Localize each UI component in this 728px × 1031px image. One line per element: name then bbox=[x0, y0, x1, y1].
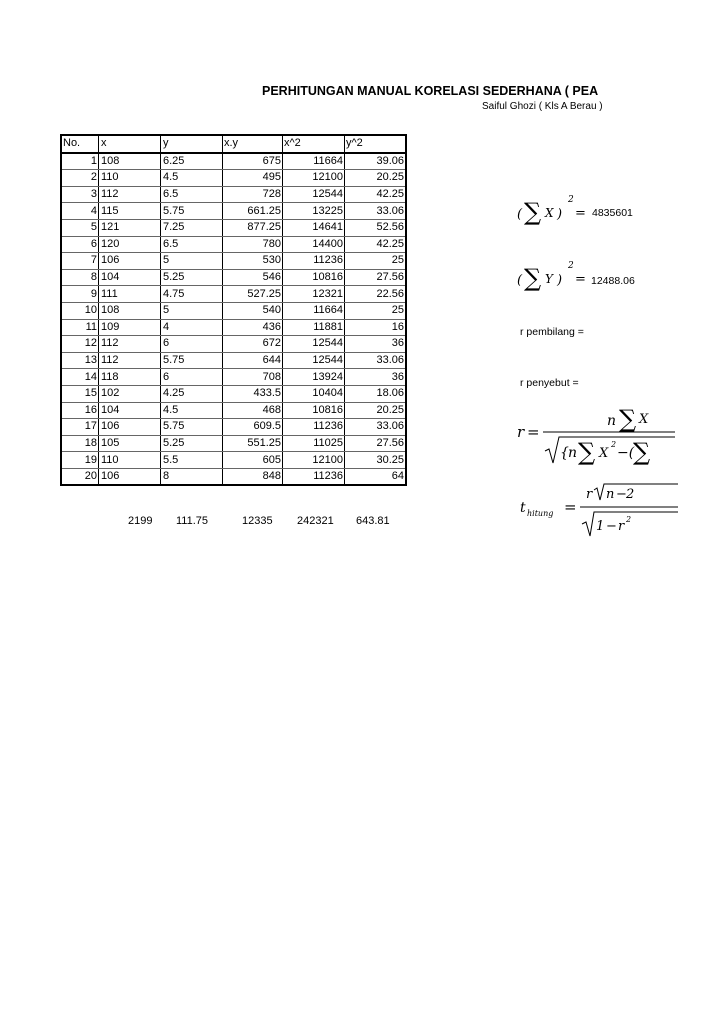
svg-text:n: n bbox=[568, 445, 578, 461]
row-y2: 18.06 bbox=[345, 385, 407, 402]
header-x2: x^2 bbox=[283, 135, 345, 153]
row-y: 5 bbox=[161, 302, 223, 319]
row-y: 6.5 bbox=[161, 236, 223, 253]
row-xy: 527.25 bbox=[223, 286, 283, 303]
svg-text:=: = bbox=[564, 498, 577, 516]
table-row bbox=[61, 402, 406, 419]
row-y: 5.75 bbox=[161, 419, 223, 436]
row-y2: 33.06 bbox=[345, 419, 407, 436]
row-y2: 20.25 bbox=[345, 402, 407, 419]
row-x2: 12321 bbox=[283, 286, 345, 303]
table-row bbox=[61, 369, 406, 386]
table-row bbox=[61, 170, 406, 187]
svg-text:): ) bbox=[557, 207, 563, 222]
svg-text:r: r bbox=[618, 519, 625, 534]
row-xy: 848 bbox=[223, 468, 283, 485]
row-no: 13 bbox=[61, 352, 99, 369]
row-xy: 780 bbox=[223, 236, 283, 253]
table-row bbox=[61, 236, 406, 253]
row-y: 6 bbox=[161, 369, 223, 386]
row-y: 6 bbox=[161, 336, 223, 353]
svg-text:∑: ∑ bbox=[578, 438, 596, 466]
data-table bbox=[60, 134, 407, 486]
table-row bbox=[61, 419, 406, 436]
row-y2: 27.56 bbox=[345, 269, 407, 286]
svg-text:∑: ∑ bbox=[633, 438, 651, 466]
row-no: 6 bbox=[61, 236, 99, 253]
svg-text:r: r bbox=[586, 487, 593, 502]
table-row bbox=[61, 219, 406, 236]
row-no: 7 bbox=[61, 253, 99, 270]
row-xy: 495 bbox=[223, 170, 283, 187]
correlation-r-formula bbox=[515, 405, 651, 473]
r-pembilang-label: r pembilang = bbox=[520, 326, 584, 338]
svg-text:−(: −( bbox=[617, 445, 635, 461]
row-x: 112 bbox=[99, 186, 161, 203]
row-x: 104 bbox=[99, 402, 161, 419]
row-no: 17 bbox=[61, 419, 99, 436]
row-y2: 25 bbox=[345, 253, 407, 270]
table-row bbox=[61, 203, 406, 220]
row-y2: 20.25 bbox=[345, 170, 407, 187]
row-xy: 605 bbox=[223, 452, 283, 469]
svg-text:(: ( bbox=[517, 207, 523, 222]
svg-text:∑: ∑ bbox=[619, 405, 637, 433]
sum-y-squared-value: 12488.06 bbox=[591, 275, 635, 287]
row-y2: 22.56 bbox=[345, 286, 407, 303]
row-x: 105 bbox=[99, 435, 161, 452]
table-row bbox=[61, 286, 406, 303]
sum-x-squared-value: 4835601 bbox=[592, 207, 633, 219]
row-y: 4.5 bbox=[161, 170, 223, 187]
row-x2: 11236 bbox=[283, 468, 345, 485]
t-hitung-symbol bbox=[518, 482, 678, 540]
row-no: 20 bbox=[61, 468, 99, 485]
svg-text:−: − bbox=[616, 487, 627, 502]
row-x2: 10816 bbox=[283, 402, 345, 419]
row-x: 120 bbox=[99, 236, 161, 253]
row-y: 4.75 bbox=[161, 286, 223, 303]
header-y: y bbox=[161, 135, 223, 153]
table-row bbox=[61, 186, 406, 203]
row-xy: 468 bbox=[223, 402, 283, 419]
row-x: 121 bbox=[99, 219, 161, 236]
row-x2: 11236 bbox=[283, 419, 345, 436]
row-no: 8 bbox=[61, 269, 99, 286]
row-y2: 27.56 bbox=[345, 435, 407, 452]
row-x2: 13924 bbox=[283, 369, 345, 386]
svg-text:Y: Y bbox=[545, 272, 553, 286]
svg-text:r: r bbox=[517, 423, 525, 441]
svg-text:): ) bbox=[557, 273, 563, 288]
row-no: 1 bbox=[61, 153, 99, 170]
row-x2: 12544 bbox=[283, 352, 345, 369]
t-hitung-formula bbox=[518, 482, 643, 544]
row-x2: 11025 bbox=[283, 435, 345, 452]
row-xy: 675 bbox=[223, 153, 283, 170]
row-x: 108 bbox=[99, 153, 161, 170]
row-y: 5 bbox=[161, 253, 223, 270]
correlation-r-symbol bbox=[515, 405, 675, 469]
header-no: No. bbox=[61, 135, 99, 153]
row-x2: 11664 bbox=[283, 302, 345, 319]
row-y: 4.5 bbox=[161, 402, 223, 419]
row-no: 12 bbox=[61, 336, 99, 353]
row-xy: 728 bbox=[223, 186, 283, 203]
svg-text:−: − bbox=[606, 519, 617, 534]
row-y2: 30.25 bbox=[345, 452, 407, 469]
svg-text:=: = bbox=[575, 272, 586, 287]
row-y: 5.75 bbox=[161, 352, 223, 369]
row-x: 104 bbox=[99, 269, 161, 286]
row-xy: 540 bbox=[223, 302, 283, 319]
row-x2: 11881 bbox=[283, 319, 345, 336]
row-x: 110 bbox=[99, 452, 161, 469]
row-xy: 530 bbox=[223, 253, 283, 270]
sum-y-squared-symbol bbox=[515, 258, 595, 294]
row-y2: 25 bbox=[345, 302, 407, 319]
svg-text:X: X bbox=[639, 412, 649, 427]
table-row bbox=[61, 336, 406, 353]
row-x: 106 bbox=[99, 419, 161, 436]
row-y: 4.25 bbox=[161, 385, 223, 402]
svg-text:∑: ∑ bbox=[524, 198, 542, 226]
svg-text:∑: ∑ bbox=[524, 264, 542, 292]
sum-y-squared-formula bbox=[515, 258, 595, 298]
row-x: 118 bbox=[99, 369, 161, 386]
row-x2: 12100 bbox=[283, 170, 345, 187]
row-no: 9 bbox=[61, 286, 99, 303]
row-y: 5.25 bbox=[161, 269, 223, 286]
table-row bbox=[61, 269, 406, 286]
row-y: 6.25 bbox=[161, 153, 223, 170]
table-row bbox=[61, 302, 406, 319]
page-title: PERHITUNGAN MANUAL KORELASI SEDERHANA ( PEA bbox=[262, 84, 599, 98]
r-penyebut-label: r penyebut = bbox=[520, 377, 579, 389]
svg-text:2: 2 bbox=[626, 487, 635, 502]
row-no: 4 bbox=[61, 203, 99, 220]
row-x2: 10404 bbox=[283, 385, 345, 402]
total-y: 111.75 bbox=[176, 515, 209, 527]
row-x: 102 bbox=[99, 385, 161, 402]
row-y: 5.25 bbox=[161, 435, 223, 452]
row-no: 11 bbox=[61, 319, 99, 336]
row-x: 108 bbox=[99, 302, 161, 319]
row-xy: 551.25 bbox=[223, 435, 283, 452]
row-xy: 644 bbox=[223, 352, 283, 369]
row-y2: 36 bbox=[345, 336, 407, 353]
row-y: 5.75 bbox=[161, 203, 223, 220]
row-y2: 64 bbox=[345, 468, 407, 485]
svg-text:2: 2 bbox=[626, 515, 632, 524]
row-x: 110 bbox=[99, 170, 161, 187]
svg-text:t: t bbox=[520, 500, 526, 516]
row-no: 14 bbox=[61, 369, 99, 386]
row-no: 5 bbox=[61, 219, 99, 236]
table-row bbox=[61, 319, 406, 336]
svg-text:1: 1 bbox=[596, 519, 605, 534]
row-x2: 12544 bbox=[283, 336, 345, 353]
total-xy: 12335 bbox=[242, 515, 273, 527]
table-row bbox=[61, 435, 406, 452]
table-row bbox=[61, 468, 406, 485]
row-y: 8 bbox=[161, 468, 223, 485]
row-y: 4 bbox=[161, 319, 223, 336]
row-no: 18 bbox=[61, 435, 99, 452]
header-xy: x.y bbox=[223, 135, 283, 153]
table-row bbox=[61, 253, 406, 270]
svg-text:hitung: hitung bbox=[527, 509, 554, 518]
row-x: 109 bbox=[99, 319, 161, 336]
svg-text:2: 2 bbox=[568, 261, 574, 271]
row-no: 19 bbox=[61, 452, 99, 469]
row-xy: 433.5 bbox=[223, 385, 283, 402]
row-y2: 42.25 bbox=[345, 236, 407, 253]
total-y2: 643.81 bbox=[356, 515, 390, 527]
row-x2: 12100 bbox=[283, 452, 345, 469]
table-header-row bbox=[61, 135, 406, 153]
table-row bbox=[61, 352, 406, 369]
row-xy: 672 bbox=[223, 336, 283, 353]
row-y: 6.5 bbox=[161, 186, 223, 203]
row-x2: 13225 bbox=[283, 203, 345, 220]
row-x2: 11236 bbox=[283, 253, 345, 270]
page-subtitle: Saiful Ghozi ( Kls A Berau ) bbox=[482, 101, 603, 112]
table-row bbox=[61, 452, 406, 469]
svg-text:=: = bbox=[527, 423, 540, 441]
row-xy: 609.5 bbox=[223, 419, 283, 436]
svg-text:{: { bbox=[560, 445, 569, 461]
row-xy: 546 bbox=[223, 269, 283, 286]
row-x2: 14400 bbox=[283, 236, 345, 253]
svg-text:=: = bbox=[575, 206, 586, 221]
total-x2: 242321 bbox=[297, 515, 334, 527]
row-y: 5.5 bbox=[161, 452, 223, 469]
svg-text:n: n bbox=[607, 413, 617, 429]
row-y2: 42.25 bbox=[345, 186, 407, 203]
row-x2: 12544 bbox=[283, 186, 345, 203]
row-y2: 33.06 bbox=[345, 203, 407, 220]
row-xy: 877.25 bbox=[223, 219, 283, 236]
header-y2: y^2 bbox=[345, 135, 407, 153]
svg-text:2: 2 bbox=[611, 440, 617, 449]
table-row bbox=[61, 385, 406, 402]
row-no: 3 bbox=[61, 186, 99, 203]
row-y2: 39.06 bbox=[345, 153, 407, 170]
row-xy: 708 bbox=[223, 369, 283, 386]
row-no: 15 bbox=[61, 385, 99, 402]
row-y2: 16 bbox=[345, 319, 407, 336]
svg-text:X: X bbox=[545, 206, 554, 220]
row-x2: 11664 bbox=[283, 153, 345, 170]
row-x: 106 bbox=[99, 468, 161, 485]
row-x2: 14641 bbox=[283, 219, 345, 236]
row-y2: 36 bbox=[345, 369, 407, 386]
row-xy: 661.25 bbox=[223, 203, 283, 220]
row-no: 10 bbox=[61, 302, 99, 319]
row-y: 7.25 bbox=[161, 219, 223, 236]
svg-text:2: 2 bbox=[568, 195, 574, 205]
table-row bbox=[61, 153, 406, 170]
row-x: 106 bbox=[99, 253, 161, 270]
svg-text:n: n bbox=[606, 487, 615, 502]
row-y2: 52.56 bbox=[345, 219, 407, 236]
row-no: 16 bbox=[61, 402, 99, 419]
svg-text:X: X bbox=[599, 446, 609, 461]
row-x: 112 bbox=[99, 352, 161, 369]
header-x: x bbox=[99, 135, 161, 153]
svg-text:(: ( bbox=[517, 273, 523, 288]
row-x: 115 bbox=[99, 203, 161, 220]
row-x: 112 bbox=[99, 336, 161, 353]
row-x: 111 bbox=[99, 286, 161, 303]
row-xy: 436 bbox=[223, 319, 283, 336]
row-x2: 10816 bbox=[283, 269, 345, 286]
total-x: 2199 bbox=[128, 515, 153, 527]
row-no: 2 bbox=[61, 170, 99, 187]
row-y2: 33.06 bbox=[345, 352, 407, 369]
